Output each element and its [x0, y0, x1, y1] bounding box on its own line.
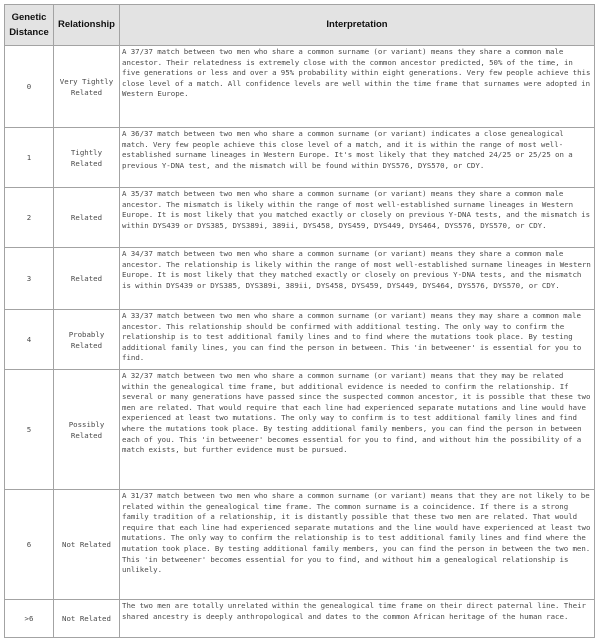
- column-header-interpretation: Interpretation: [120, 5, 595, 46]
- table-row: [5, 310, 595, 370]
- table-row: [5, 370, 595, 490]
- header-row: [5, 5, 595, 46]
- genetic-distance-cell: 5: [5, 370, 54, 490]
- header-genetic-line: Genetic: [11, 12, 47, 23]
- interpretation-cell: A 37/37 match between two men who share a common surname (or variant) means they share a common male ancestor. Their relatedness is extremely close with the common ancestor predicted, 50% of the time, in five generations or less and over a 95% probability within eight generations. Very few people achieve this close level of a match. All confidence levels are well within the time frame that surnames were adopted in Western Europe.: [120, 46, 595, 128]
- interpretation-cell: The two men are totally unrelated within the genealogical time frame on their direct paternal line. Their shared ancestry is deeply anthropological and dates to the common African heritage of the human race.: [120, 600, 595, 638]
- genetic-distance-document: [4, 4, 594, 638]
- interpretation-cell: A 36/37 match between two men who share a common surname (or variant) indicates a close genealogical match. Very few people achieve this close level of a match, and it is within the range of most well-established surname lineages in Western Europe. It's most likely that they matched 24/25 or 25/25 on a previous Y-DNA test, and the mismatch will be found within DYS576, DYS570, or CDY.: [120, 128, 595, 188]
- genetic-distance-cell: 6: [5, 490, 54, 600]
- column-header-relationship: Relationship: [54, 5, 120, 46]
- interpretation-cell: A 31/37 match between two men who share a common surname (or variant) means that they are not likely to be related within the genealogical time frame. The common surname is a coincidence. If there is a strong family tradition of a relationship, it is distantly possible that these two men are related. That would require that each line had experienced separate mutations and the line would have experienced at least two mutations. The only way to confirm the relationship is to test additional family lines and find where the mutation took place. By testing additional family members, you can find the person in between the two men. This 'in betweener' becomes essential for you to find, and without him a genealogical relationship is unlikely.: [120, 490, 595, 600]
- table-row: [5, 248, 595, 310]
- genetic-distance-table: [4, 4, 595, 638]
- genetic-distance-cell: 4: [5, 310, 54, 370]
- relationship-cell: Not Related: [54, 490, 120, 600]
- genetic-distance-cell: 0: [5, 46, 54, 128]
- table-row: [5, 46, 595, 128]
- genetic-distance-cell: 1: [5, 128, 54, 188]
- interpretation-cell: A 33/37 match between two men who share a common surname (or variant) means they may share a common male ancestor. This relationship should be confirmed with additional testing. The only way to confirm the relationship is to test additional family lines and to find where the mutations took place. By testing additional family lines, you can find the person in between. This 'in betweener' is essential for you to find.: [120, 310, 595, 370]
- table-row: [5, 490, 595, 600]
- genetic-distance-cell: 3: [5, 248, 54, 310]
- relationship-cell: Not Related: [54, 600, 120, 638]
- genetic-distance-cell: >6: [5, 600, 54, 638]
- relationship-cell: Very Tightly Related: [54, 46, 120, 128]
- interpretation-cell: A 35/37 match between two men who share a common surname (or variant) means they share a common male ancestor. The mismatch is likely within the range of most well-established surname lineages in Western Europe. It is most likely that you matched exactly or closely on previous Y-DNA tests, and the mismatch is within DYS439 or DYS385, DYS389i, 389ii, DYS458, DYS459, DYS449, DYS464, DYS576, DYS570, or CDY.: [120, 188, 595, 248]
- relationship-cell: Probably Related: [54, 310, 120, 370]
- table-row: [5, 188, 595, 248]
- column-header-genetic-distance: [5, 5, 54, 46]
- header-distance-line: Distance: [9, 27, 49, 38]
- interpretation-cell: A 32/37 match between two men who share a common surname (or variant) means that they may be related within the genealogical time frame, but additional evidence is needed to confirm the relationship. If several or many generations have passed since the suspected common ancestor, it is possible that these two men are related. That would require that each line had experienced separate mutations and line would have experienced at least two mutations. The only way to confirm is to test additional family lines and find where the mutations took place. By testing additional family members, you can find the person in between each of you. This 'in betweener' becomes essential for you to find, and without him the possibility of a match exists, but further evidence must be pursued.: [120, 370, 595, 490]
- relationship-cell: Related: [54, 188, 120, 248]
- table-row: [5, 128, 595, 188]
- genetic-distance-cell: 2: [5, 188, 54, 248]
- table-row: [5, 600, 595, 638]
- relationship-cell: Tightly Related: [54, 128, 120, 188]
- relationship-cell: Possibly Related: [54, 370, 120, 490]
- relationship-cell: Related: [54, 248, 120, 310]
- interpretation-cell: A 34/37 match between two men who share a common surname (or variant) means they share a common male ancestor. The relationship is likely within the range of most well-established surname lineages in Western Europe. It is most likely that they matched exactly or closely on previous Y-DNA tests, and the mismatch is within DYS439 or DYS385, DYS389i, 389ii, DYS458, DYS459, DYS449, DYS464, DYS576, DYS570, or CDY.: [120, 248, 595, 310]
